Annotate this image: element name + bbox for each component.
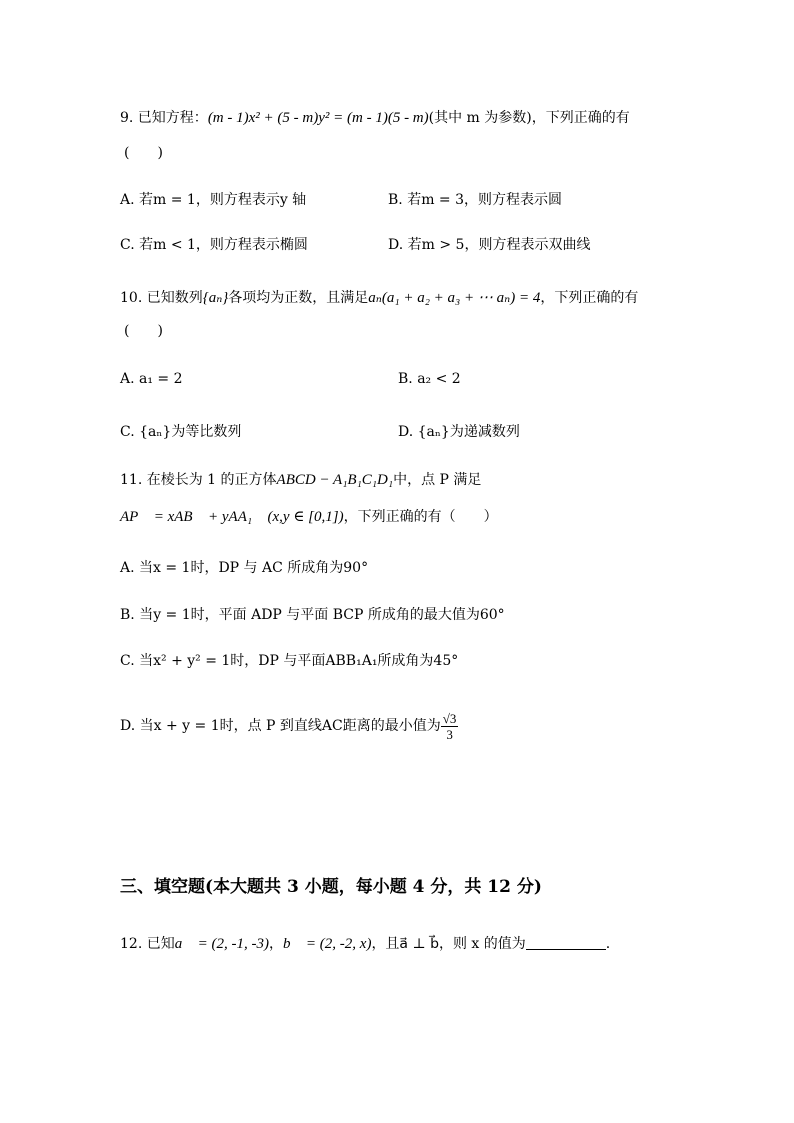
answer-blank[interactable] [526, 935, 606, 950]
q11-vector-equation: AP⃗ = xAB⃗ + yAA₁⃗ (x,y ∈ [0,1]) [120, 509, 344, 525]
q9-option-c: C. 若m < 1，则方程表示椭圆 [120, 237, 308, 253]
q11-stem [120, 470, 481, 490]
q11-cube: ABCD − A₁B₁C₁D₁ [276, 472, 394, 488]
q12-stem-pre: 12. 已知 [120, 936, 175, 952]
q9-stem [120, 108, 630, 128]
q12-stem [120, 934, 610, 954]
q10-stem-mid: 各项均为正数，且满足 [228, 290, 369, 306]
q11-stem-post: 中，点 P 满足 [393, 472, 482, 488]
q11-option-d-text: D. 当x + y = 1时，点 P 到直线AC距离的最小值为 [120, 718, 441, 734]
q10-stem [120, 288, 638, 308]
q12-stem-end: . [605, 936, 611, 952]
q11-stem-pre: 11. 在棱长为 1 的正方体 [120, 472, 277, 488]
q9-stem-post: (其中 m 为参数)，下列正确的有 [428, 110, 630, 126]
q10-option-d: D. {aₙ}为递减数列 [398, 424, 520, 440]
q10-sequence: {aₙ} [202, 290, 229, 306]
q10-option-b: B. a₂ < 2 [398, 371, 461, 387]
q10-option-a: A. a₁ = 2 [120, 371, 183, 387]
q11-option-b: B. 当y = 1时，平面 ADP 与平面 BCP 所成角的最大值为60° [120, 607, 505, 623]
q9-stem-pre: 9. 已知方程： [120, 110, 208, 126]
q11-option-d [120, 708, 458, 744]
q12-stem-mid: ，且a⃗ ⊥ b⃗，则 x 的值为 [371, 936, 526, 952]
q9-option-b: B. 若m = 3，则方程表示圆 [388, 192, 563, 208]
q9-option-a: A. 若m = 1，则方程表示y 轴 [120, 192, 307, 208]
q11-stem-tail: ，下列正确的有（ ） [343, 509, 498, 525]
q11-option-c: C. 当x² + y² = 1时，DP 与平面ABB₁A₁所成角为45° [120, 653, 459, 669]
q9-answer-paren: ( ) [124, 145, 163, 161]
q12-vector-a: a⃗ = (2, -1, -3) [174, 936, 269, 952]
q11-condition [120, 507, 498, 527]
fraction-numerator: √3 [442, 710, 457, 726]
q12-separator: ， [269, 936, 283, 952]
fraction-denominator: 3 [446, 726, 453, 742]
q9-equation: (m - 1)x² + (5 - m)y² = (m - 1)(5 - m) [207, 110, 429, 126]
q10-stem-post: ，下列正确的有 [540, 290, 639, 306]
q11-option-a: A. 当x = 1时，DP 与 AC 所成角为90° [120, 560, 369, 576]
section-title: 三、填空题(本大题共 3 小题，每小题 4 分，共 12 分) [120, 877, 542, 897]
q10-equation: aₙ(a₁ + a₂ + a₃ + ⋯ aₙ) = 4 [368, 290, 541, 306]
q10-stem-pre: 10. 已知数列 [120, 290, 203, 306]
q10-answer-paren: ( ) [124, 323, 163, 339]
q12-vector-b: b⃗ = (2, -2, x) [283, 936, 372, 952]
q11-option-d-fraction [441, 711, 459, 742]
q9-option-d: D. 若m > 5，则方程表示双曲线 [388, 237, 591, 253]
q10-option-c: C. {aₙ}为等比数列 [120, 424, 242, 440]
